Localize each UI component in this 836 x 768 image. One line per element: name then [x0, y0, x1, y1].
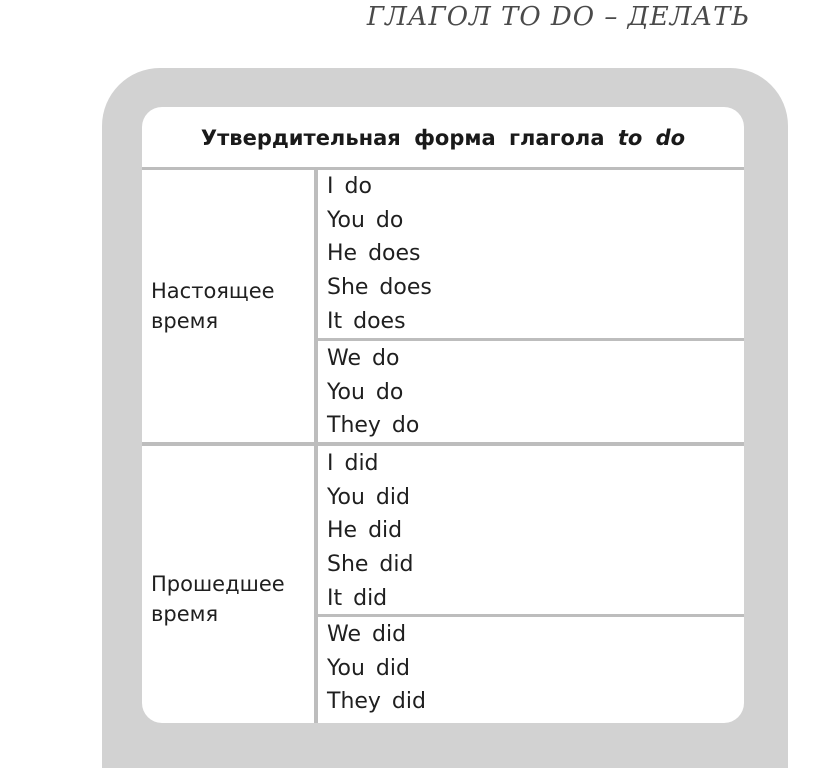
form-line: They did	[327, 689, 426, 715]
form-line: She did	[327, 552, 414, 578]
present-tense-label-line2: время	[151, 309, 219, 333]
present-singular-forms	[327, 170, 432, 339]
table-title	[142, 107, 744, 167]
conjugation-table	[142, 107, 744, 723]
table-title-verb: to do	[617, 126, 686, 150]
form-line: You do	[327, 379, 404, 405]
form-line: You did	[327, 655, 410, 681]
form-line: It does	[327, 308, 406, 334]
divider-tense	[142, 442, 744, 446]
form-line: I do	[327, 174, 372, 199]
form-line: She does	[327, 275, 432, 301]
table-title-main: Утвердительная форма глагола	[200, 126, 618, 150]
form-line: I did	[327, 451, 379, 476]
form-line: We did	[327, 622, 407, 647]
present-plural-forms	[327, 342, 419, 443]
past-plural-forms	[327, 618, 426, 719]
form-line: You do	[327, 207, 404, 233]
present-tense-label	[151, 276, 311, 336]
past-tense-label-line1: Прошедшее	[151, 572, 285, 596]
form-line: He does	[327, 241, 421, 267]
form-line: We do	[327, 346, 400, 371]
form-line: They do	[327, 413, 420, 439]
form-line: It did	[327, 585, 388, 611]
form-line: You did	[327, 484, 410, 510]
divider-column	[314, 170, 318, 723]
form-line: He did	[327, 518, 403, 544]
divider-title	[142, 167, 744, 170]
present-tense-label-line1: Настоящее	[151, 279, 275, 303]
past-tense-label-line2: время	[151, 602, 219, 626]
page-heading: ГЛАГОЛ TO DO – ДЕЛАТЬ	[366, 2, 750, 32]
past-singular-forms	[327, 447, 413, 616]
past-tense-label	[151, 569, 311, 629]
